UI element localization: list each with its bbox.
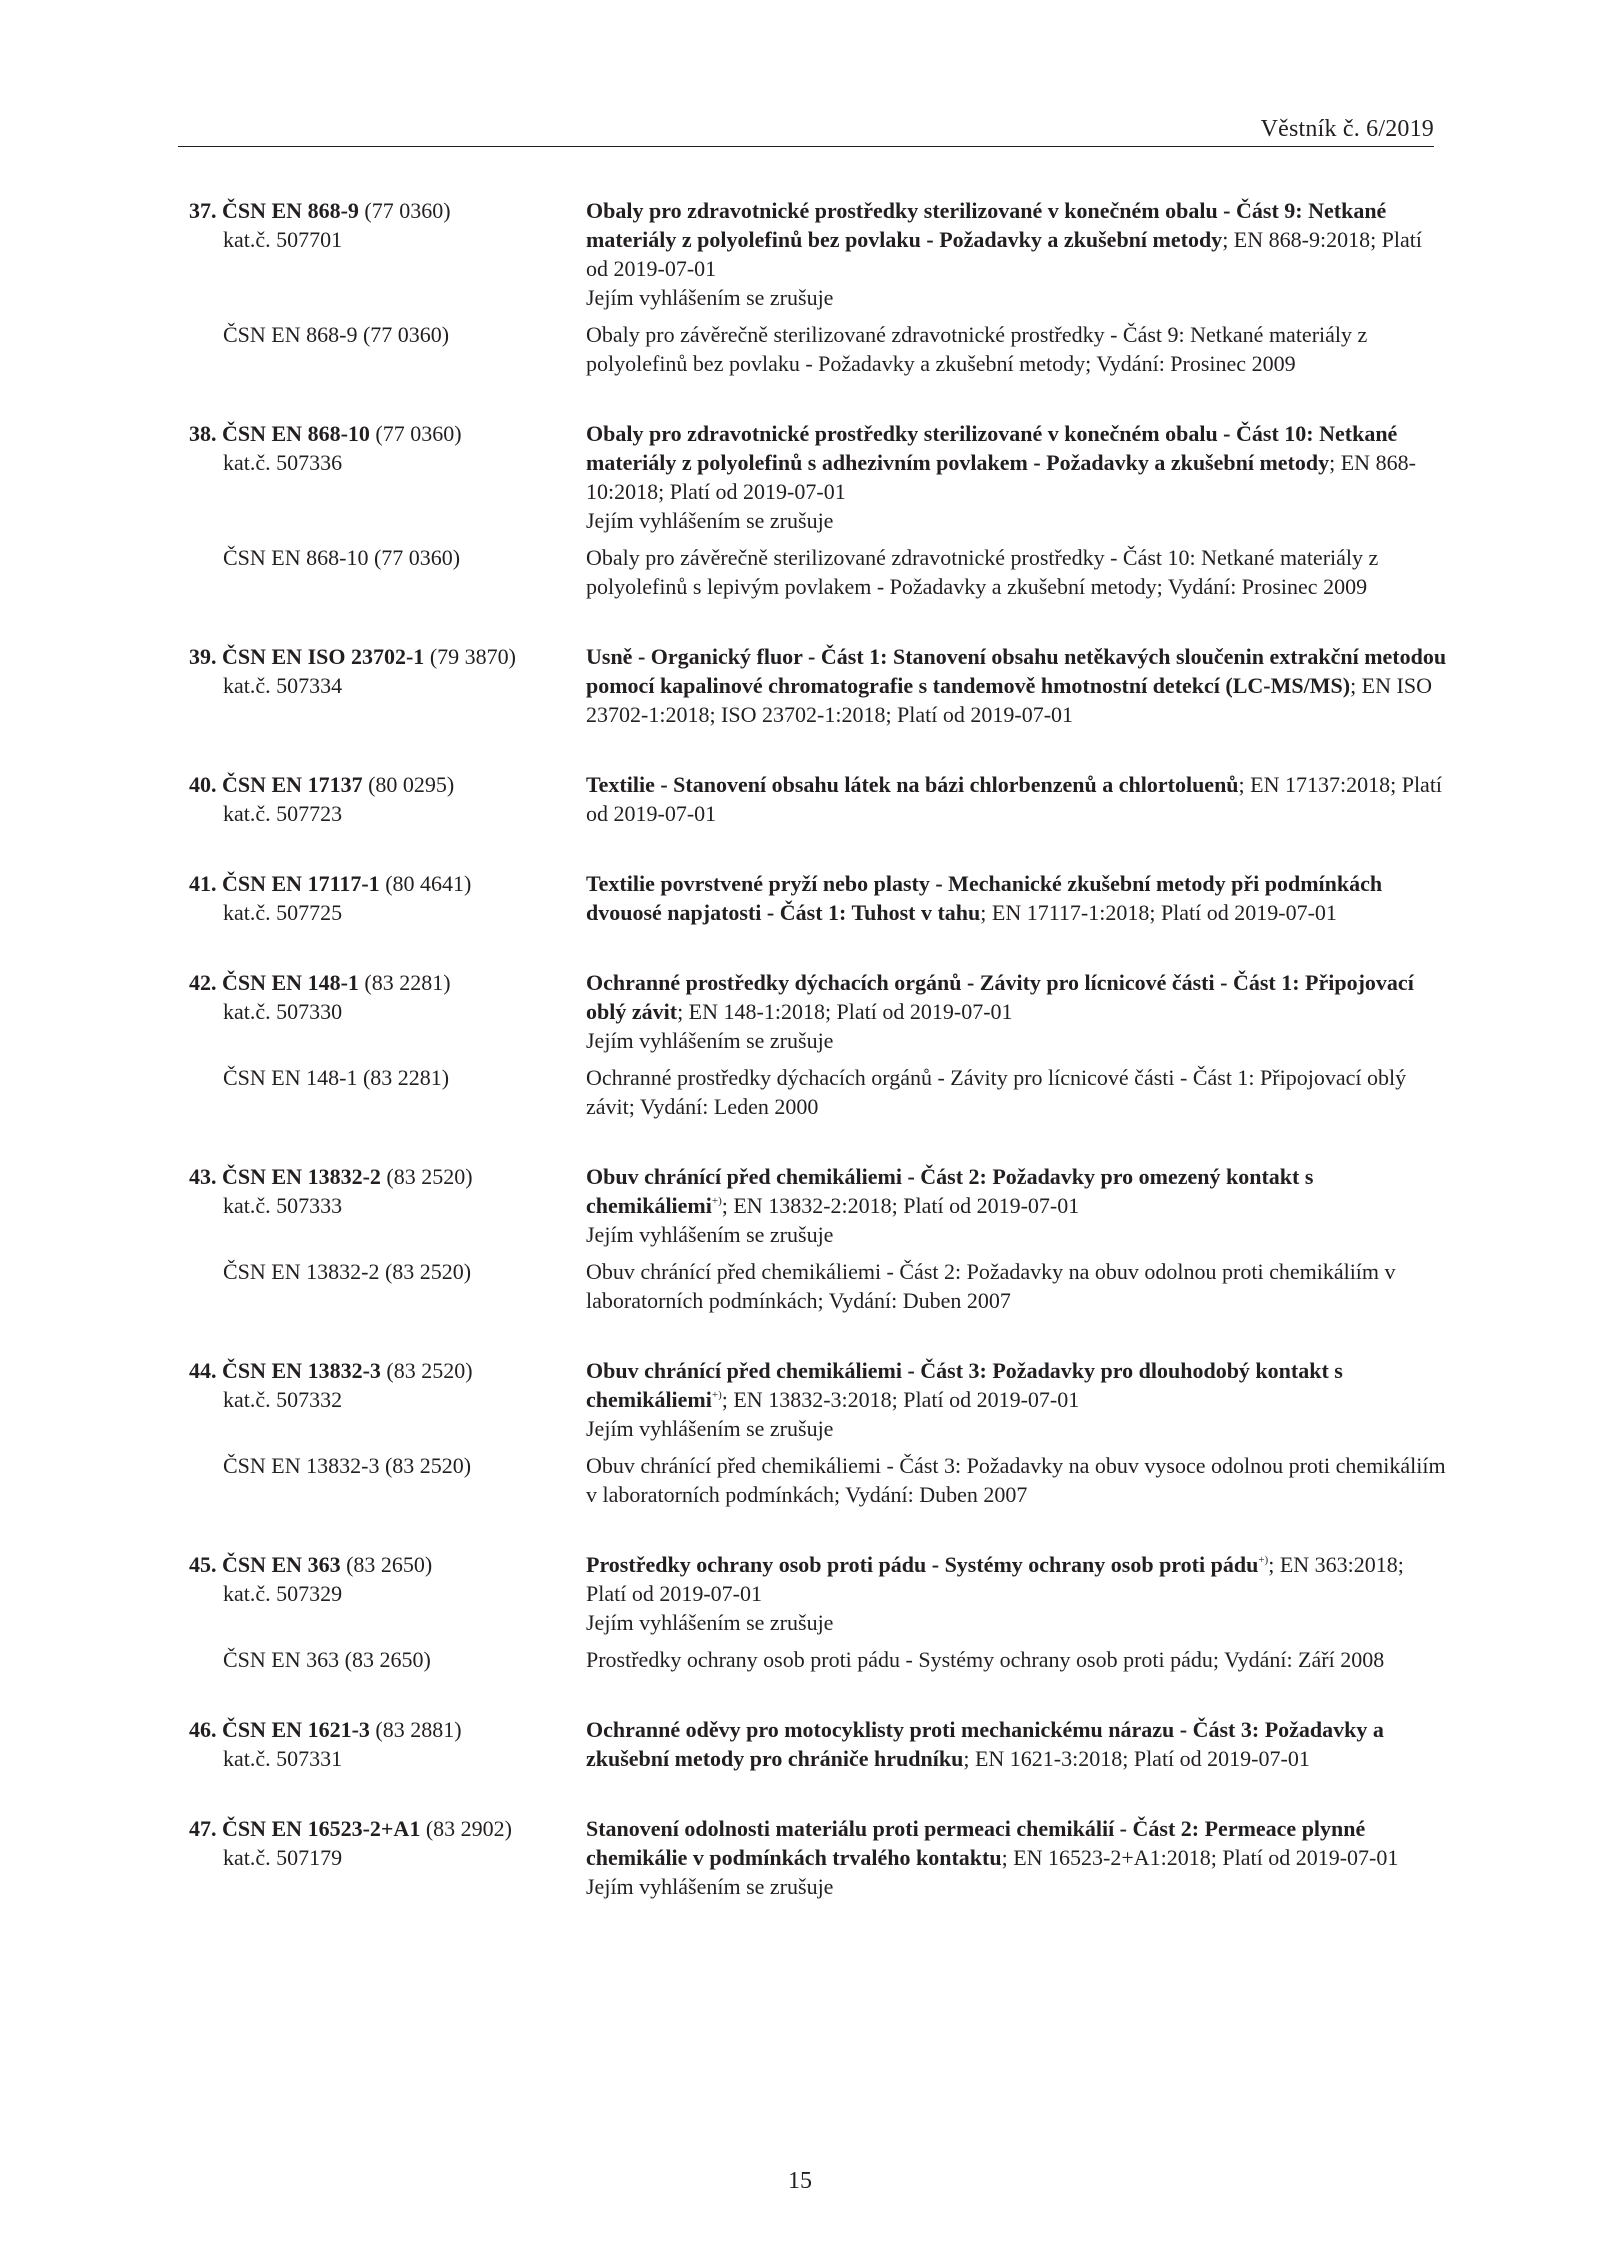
entry-number: 38.: [189, 421, 217, 446]
standard-row: [189, 419, 1449, 535]
cancellation-note: Jejím vyhlášením se zrušuje: [586, 1610, 834, 1635]
cancellation-note: Jejím vyhlášením se zrušuje: [586, 1028, 834, 1053]
standard-meta: ; EN 868-10:2018; Platí od 2019-07-01: [586, 450, 1416, 504]
standard-id-column: [189, 1550, 586, 1637]
standard-code: ČSN EN 17137: [222, 772, 363, 797]
standard-description: [586, 1356, 1449, 1443]
standards-list: [189, 196, 1449, 1942]
replaced-standard-code: ČSN EN 148-1 (83 2281): [223, 1065, 450, 1090]
footnote-mark: +): [711, 1195, 722, 1207]
footnote-mark: +): [711, 1389, 722, 1401]
replaced-standard-row: [189, 1645, 1449, 1674]
standard-code: ČSN EN 148-1: [222, 970, 359, 995]
replaced-standard-title: Prostředky ochrany osob proti pádu - Systémy ochrany osob proti pádu; Vydání: Září 2008: [586, 1647, 1385, 1672]
standard-description: [586, 770, 1449, 828]
classification-code: (77 0360): [364, 198, 451, 223]
entry-number: 40.: [189, 772, 217, 797]
catalog-number: kat.č. 507332: [223, 1387, 343, 1412]
classification-code: (83 2281): [364, 970, 451, 995]
standard-title: Prostředky ochrany osob proti pádu - Systémy ochrany osob proti pádu: [586, 1552, 1259, 1577]
replaced-standard-code: ČSN EN 868-9 (77 0360): [223, 322, 450, 347]
standard-code: ČSN EN 17117-1: [222, 871, 380, 896]
standard-code: ČSN EN 868-10: [222, 421, 370, 446]
catalog-number: kat.č. 507331: [223, 1746, 343, 1771]
standard-row: [189, 968, 1449, 1055]
standard-meta: ; EN 17137:2018; Platí od 2019-07-01: [586, 772, 1443, 826]
standard-code: ČSN EN 868-9: [222, 198, 359, 223]
standard-entry: [189, 1814, 1449, 1901]
standard-row: [189, 196, 1449, 312]
standard-meta: ; EN 16523-2+A1:2018; Platí od 2019-07-01: [1001, 1845, 1399, 1870]
standard-entry: [189, 419, 1449, 601]
catalog-number: kat.č. 507336: [223, 450, 343, 475]
standard-id-column: [189, 770, 586, 828]
replaced-standard-code: ČSN EN 13832-3 (83 2520): [223, 1453, 472, 1478]
replaced-standard-row: [189, 1063, 1449, 1121]
standard-meta: ; EN 13832-3:2018; Platí od 2019-07-01: [721, 1387, 1080, 1412]
standard-description: [586, 419, 1449, 535]
entry-number: 47.: [189, 1816, 217, 1841]
standard-id-column: [189, 1715, 586, 1773]
standard-title: Textilie - Stanovení obsahu látek na bázi chlorbenzenů a chlortoluenů: [586, 772, 1239, 797]
standard-meta: ; EN 1621-3:2018; Platí od 2019-07-01: [963, 1746, 1310, 1771]
standard-row: [189, 1162, 1449, 1249]
standard-description: [586, 1715, 1449, 1773]
standard-row: [189, 770, 1449, 828]
footnote-mark: +): [1258, 1554, 1269, 1566]
standard-row: [189, 1715, 1449, 1773]
standard-row: [189, 1550, 1449, 1637]
classification-code: (83 2902): [425, 1816, 512, 1841]
standard-meta: ; EN 17117-1:2018; Platí od 2019-07-01: [980, 900, 1337, 925]
standard-description: [586, 1814, 1449, 1901]
standard-meta: ; EN 363:2018; Platí od 2019-07-01: [586, 1552, 1404, 1606]
classification-code: (83 2520): [386, 1164, 473, 1189]
standard-code: ČSN EN 1621-3: [222, 1717, 370, 1742]
entry-number: 41.: [189, 871, 217, 896]
catalog-number: kat.č. 507330: [223, 999, 343, 1024]
standard-description: [586, 196, 1449, 312]
standard-entry: [189, 1550, 1449, 1674]
catalog-number: kat.č. 507334: [223, 673, 343, 698]
standard-entry: [189, 968, 1449, 1121]
entry-number: 44.: [189, 1358, 217, 1383]
standard-description: [586, 642, 1449, 729]
standard-title: Obaly pro zdravotnické prostředky sterilizované v konečném obalu - Část 10: Netkané materiály z polyolefinů s adhezivním povlakem - Požadavky a zkušební metody: [586, 421, 1398, 475]
entry-number: 45.: [189, 1552, 217, 1577]
entry-number: 42.: [189, 970, 217, 995]
standard-meta: ; EN 148-1:2018; Platí od 2019-07-01: [677, 999, 1013, 1024]
cancellation-note: Jejím vyhlášením se zrušuje: [586, 1874, 834, 1899]
classification-code: (83 2650): [346, 1552, 433, 1577]
standard-entry: [189, 1715, 1449, 1773]
replaced-standard-row: [189, 320, 1449, 378]
standard-code: ČSN EN 363: [222, 1552, 341, 1577]
replaced-standard-row: [189, 1257, 1449, 1315]
standard-code: ČSN EN 16523-2+A1: [222, 1816, 421, 1841]
standard-id-column: [189, 419, 586, 535]
standard-description: [586, 869, 1449, 927]
replaced-standard-row: [189, 543, 1449, 601]
standard-title: Stanovení odolnosti materiálu proti permeaci chemikálií - Část 2: Permeace plynné chemikálie v podmínkách trvalého kontaktu: [586, 1816, 1366, 1870]
cancellation-note: Jejím vyhlášením se zrušuje: [586, 285, 834, 310]
replaced-standard-code: ČSN EN 13832-2 (83 2520): [223, 1259, 472, 1284]
replaced-standard-title: Obaly pro závěrečně sterilizované zdravotnické prostředky - Část 9: Netkané materiály z polyolefinů bez povlaku - Požadavky a zkušební metody; Vydání: Prosinec 2009: [586, 322, 1368, 376]
standard-entry: [189, 642, 1449, 729]
page-number: 15: [788, 2168, 812, 2194]
entry-number: 46.: [189, 1717, 217, 1742]
catalog-number: kat.č. 507723: [223, 801, 343, 826]
standard-title: Usně - Organický fluor - Část 1: Stanovení obsahu netěkavých sloučenin extrakční metodou pomocí kapalinové chromatografie s tandemově hmotnostní detekcí (LC-MS/MS): [586, 644, 1447, 698]
standard-id-column: [189, 1356, 586, 1443]
standard-code: ČSN EN 13832-3: [222, 1358, 381, 1383]
replaced-standard-title: Obuv chránící před chemikáliemi - Část 2: Požadavky na obuv odolnou proti chemikáliím v laboratorních podmínkách; Vydání: Duben 2007: [586, 1259, 1396, 1313]
classification-code: (83 2520): [386, 1358, 473, 1383]
classification-code: (80 4641): [385, 871, 472, 896]
standard-title: Ochranné prostředky dýchacích orgánů - Závity pro lícnicové části - Část 1: Připojovací oblý závit: [586, 970, 1414, 1024]
cancellation-note: Jejím vyhlášením se zrušuje: [586, 1416, 834, 1441]
standard-title: Obaly pro zdravotnické prostředky sterilizované v konečném obalu - Část 9: Netkané materiály z polyolefinů bez povlaku - Požadavky a zkušební metody: [586, 198, 1387, 252]
standard-description: [586, 1550, 1449, 1637]
standard-row: [189, 1814, 1449, 1901]
classification-code: (77 0360): [375, 421, 462, 446]
classification-code: (79 3870): [429, 644, 516, 669]
catalog-number: kat.č. 507725: [223, 900, 343, 925]
standard-code: ČSN EN 13832-2: [222, 1164, 381, 1189]
standard-code: ČSN EN ISO 23702-1: [222, 644, 425, 669]
standard-id-column: [189, 1162, 586, 1249]
standard-id-column: [189, 1814, 586, 1901]
cancellation-note: Jejím vyhlášením se zrušuje: [586, 1222, 834, 1247]
standard-row: [189, 642, 1449, 729]
replaced-standard-title: Obaly pro závěrečně sterilizované zdravotnické prostředky - Část 10: Netkané materiály z polyolefinů s lepivým povlakem - Požadavky a zkušební metody; Vydání: Prosinec 2009: [586, 545, 1379, 599]
standard-id-column: [189, 642, 586, 729]
standard-entry: [189, 1356, 1449, 1509]
entry-number: 39.: [189, 644, 217, 669]
page-header: [178, 108, 1434, 147]
classification-code: (80 0295): [368, 772, 455, 797]
replaced-standard-code: ČSN EN 868-10 (77 0360): [223, 545, 461, 570]
catalog-number: kat.č. 507333: [223, 1193, 343, 1218]
standard-title: Ochranné oděvy pro motocyklisty proti mechanickému nárazu - Část 3: Požadavky a zkušební metody pro chrániče hrudníku: [586, 1717, 1384, 1771]
classification-code: (83 2881): [375, 1717, 462, 1742]
standard-id-column: [189, 968, 586, 1055]
standard-title: Textilie povrstvené pryží nebo plasty - Mechanické zkušební metody při podmínkách dvouosé napjatosti - Část 1: Tuhost v tahu: [586, 871, 1383, 925]
standard-row: [189, 1356, 1449, 1443]
standard-meta: ; EN 868-9:2018; Platí od 2019-07-01: [586, 227, 1423, 281]
standard-description: [586, 1162, 1449, 1249]
standard-entry: [189, 196, 1449, 378]
replaced-standard-title: Ochranné prostředky dýchacích orgánů - Závity pro lícnicové části - Část 1: Připojovací oblý závit; Vydání: Leden 2000: [586, 1065, 1407, 1119]
catalog-number: kat.č. 507701: [223, 227, 343, 252]
standard-title: Obuv chránící před chemikáliemi - Část 2: Požadavky pro omezený kontakt s chemikáliemi: [586, 1164, 1314, 1218]
cancellation-note: Jejím vyhlášením se zrušuje: [586, 508, 834, 533]
standard-description: [586, 968, 1449, 1055]
standard-id-column: [189, 869, 586, 927]
standard-id-column: [189, 196, 586, 312]
standard-title: Obuv chránící před chemikáliemi - Část 3: Požadavky pro dlouhodobý kontakt s chemikáliemi: [586, 1358, 1343, 1412]
standard-entry: [189, 770, 1449, 828]
replaced-standard-code: ČSN EN 363 (83 2650): [223, 1647, 431, 1672]
replaced-standard-title: Obuv chránící před chemikáliemi - Část 3: Požadavky na obuv vysoce odolnou proti chemikáliím v laboratorních podmínkách; Vydání: Duben 2007: [586, 1453, 1446, 1507]
standard-entry: [189, 1162, 1449, 1315]
catalog-number: kat.č. 507179: [223, 1845, 343, 1870]
replaced-standard-row: [189, 1451, 1449, 1509]
standard-entry: [189, 869, 1449, 927]
catalog-number: kat.č. 507329: [223, 1581, 343, 1606]
standard-meta: ; EN ISO 23702-1:2018; ISO 23702-1:2018; Platí od 2019-07-01: [586, 673, 1432, 727]
entry-number: 43.: [189, 1164, 217, 1189]
standard-meta: ; EN 13832-2:2018; Platí od 2019-07-01: [721, 1193, 1080, 1218]
standard-row: [189, 869, 1449, 927]
entry-number: 37.: [189, 198, 217, 223]
bulletin-title: Věstník č. 6/2019: [1260, 116, 1434, 142]
